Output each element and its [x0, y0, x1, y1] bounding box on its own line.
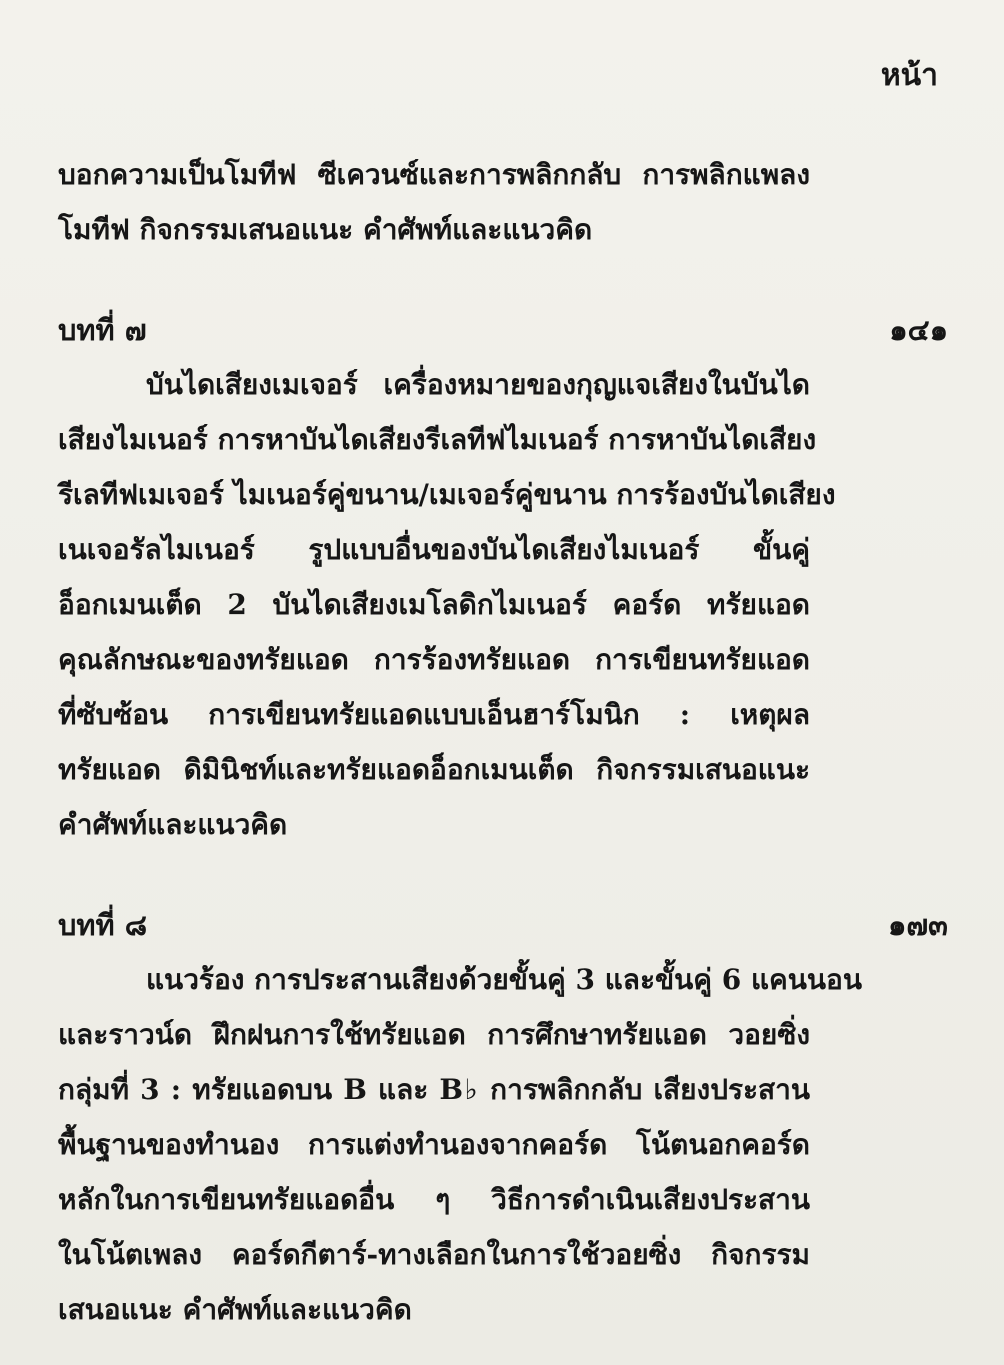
page-column-label: หน้า — [880, 58, 938, 93]
text-line: กลุ่มที่ 3 : ทรัยแอดบน B และ B♭ การพลิกกลับ เสียงประสาน — [58, 1073, 810, 1106]
text-line: เสนอแนะ คำศัพท์และแนวคิด — [58, 1293, 412, 1326]
chapter-heading — [58, 905, 948, 945]
text-line: แนวร้อง การประสานเสียงด้วยขั้นคู่ 3 และขั้นคู่ 6 แคนนอน — [146, 963, 862, 996]
text-line: โมทีฟ กิจกรรมเสนอแนะ คำศัพท์และแนวคิด — [58, 213, 593, 246]
chapter-page-number: ๑๗๓ — [887, 908, 948, 942]
chapter-label: บทที่ ๘ — [58, 908, 148, 942]
text-line: หลักในการเขียนทรัยแอดอื่น ๆ วิธีการดำเนินเสียงประสาน — [58, 1183, 810, 1216]
chapter-heading — [58, 310, 948, 350]
text-line: เนเจอรัลไมเนอร์ รูปแบบอื่นของบันไดเสียงไมเนอร์ ขั้นคู่ — [58, 533, 810, 566]
text-line: เสียงไมเนอร์ การหาบันไดเสียงรีเลทีฟไมเนอร์ การหาบันไดเสียง — [58, 423, 817, 456]
text-line: คุณลักษณะของทรัยแอด การร้องทรัยแอด การเขียนทรัยแอด — [58, 643, 810, 676]
text-line: ในโน้ตเพลง คอร์ดกีตาร์-ทางเลือกในการใช้วอยซิ่ง กิจกรรม — [58, 1238, 810, 1271]
text-line: และราวน์ด ฝึกฝนการใช้ทรัยแอด การศึกษาทรัยแอด วอยซิ่ง — [58, 1018, 810, 1051]
chapter-page-number: ๑๔๑ — [889, 313, 948, 347]
text-line: รีเลทีฟเมเจอร์ ไมเนอร์คู่ขนาน/เมเจอร์คู่ขนาน การร้องบันไดเสียง — [58, 478, 836, 511]
text-line: อ็อกเมนเต็ด 2 บันไดเสียงเมโลดิกไมเนอร์ คอร์ด ทรัยแอด — [58, 588, 810, 621]
text-line: พื้นฐานของทำนอง การแต่งทำนองจากคอร์ด โน้ตนอกคอร์ด — [58, 1128, 810, 1161]
text-line: ทรัยแอด ดิมินิชท์และทรัยแอดอ็อกเมนเต็ด กิจกรรมเสนอแนะ — [58, 753, 810, 786]
text-line: คำศัพท์และแนวคิด — [58, 808, 288, 841]
text-line: ที่ซับซ้อน การเขียนทรัยแอดแบบเอ็นฮาร์โมนิก : เหตุผล — [58, 698, 810, 731]
chapter-label: บทที่ ๗ — [58, 313, 147, 347]
text-line: บอกความเป็นโมทีฟ ซีเควนซ์และการพลิกกลับ การพลิกแพลง — [58, 158, 810, 191]
text-line: บันไดเสียงเมเจอร์ เครื่องหมายของกุญแจเสียงในบันได — [146, 368, 810, 401]
